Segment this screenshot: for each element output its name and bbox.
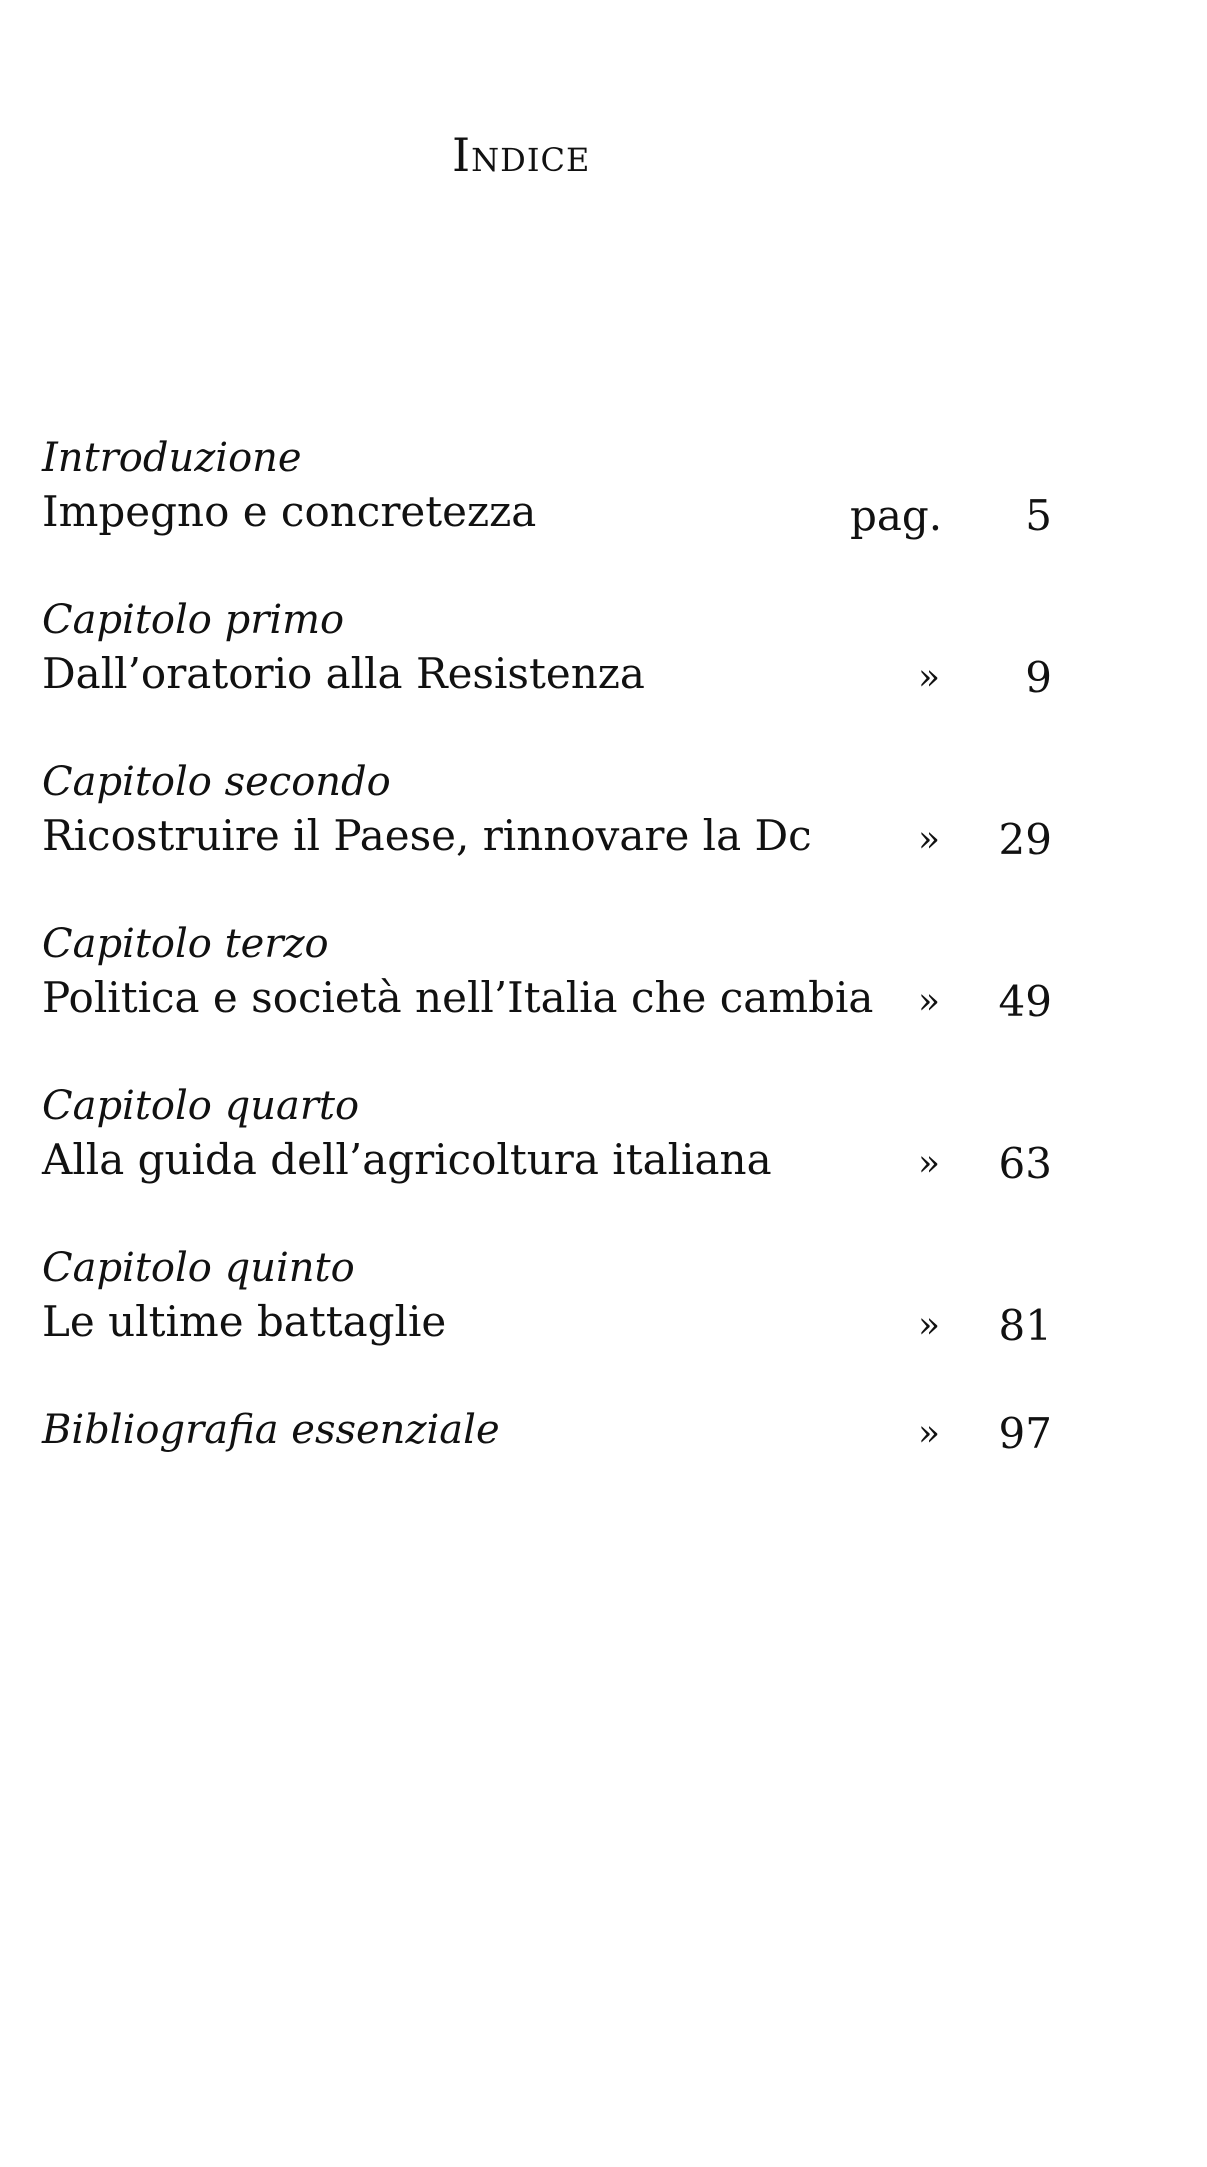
toc-entry-title: Impegno e concretezza [42, 487, 537, 536]
toc-entry-heading: Capitolo primo [42, 597, 345, 643]
toc-entry-marker: » [917, 1143, 940, 1184]
toc-entry-page-number: 49 [998, 977, 1052, 1026]
toc-entry-page-number: 81 [998, 1301, 1052, 1350]
toc-entry-title: Ricostruire il Paese, rinnovare la Dc [42, 811, 812, 860]
toc-entry-heading: Capitolo quinto [42, 1245, 355, 1291]
toc-entry-page-number: 29 [998, 815, 1052, 864]
toc-entry-capitolo-terzo[interactable] [42, 916, 1052, 1078]
toc-entry-page-number: 9 [1025, 653, 1052, 702]
toc-entry-marker: » [917, 981, 940, 1022]
toc-entry-capitolo-secondo[interactable] [42, 754, 1052, 916]
toc-entry-title: Bibliografia essenziale [42, 1407, 500, 1453]
toc-entry-marker: » [917, 1305, 940, 1346]
toc-entry-marker: » [917, 657, 940, 698]
toc-entry-heading: Capitolo quarto [42, 1083, 360, 1129]
toc-entry-capitolo-primo[interactable] [42, 592, 1052, 754]
toc-entry-capitolo-quarto[interactable] [42, 1078, 1052, 1240]
toc-entry-title: Le ultime battaglie [42, 1297, 447, 1346]
toc-entry-title: Dall’oratorio alla Resistenza [42, 649, 645, 698]
toc-entry-introduzione[interactable] [42, 430, 1052, 592]
toc-entry-marker: pag. [850, 491, 943, 540]
toc-entry-marker: » [917, 1413, 940, 1454]
toc-entry-title: Alla guida dell’agricoltura italiana [42, 1135, 772, 1184]
toc-entry-title: Politica e società nell’Italia che cambia [42, 973, 874, 1022]
toc-entry-heading: Capitolo secondo [42, 759, 391, 805]
toc-entry-heading: Capitolo terzo [42, 921, 329, 967]
toc-entry-page-number: 5 [1025, 491, 1052, 540]
toc-entry-page-number: 63 [998, 1139, 1052, 1188]
toc-entry-page-number: 97 [998, 1409, 1052, 1458]
toc-entry-marker: » [917, 819, 940, 860]
table-of-contents [42, 430, 1052, 1462]
toc-entry-heading: Introduzione [42, 435, 302, 481]
toc-entry-capitolo-quinto[interactable] [42, 1240, 1052, 1402]
page-title: Indice [452, 128, 591, 182]
toc-entry-bibliografia[interactable] [42, 1402, 1052, 1462]
